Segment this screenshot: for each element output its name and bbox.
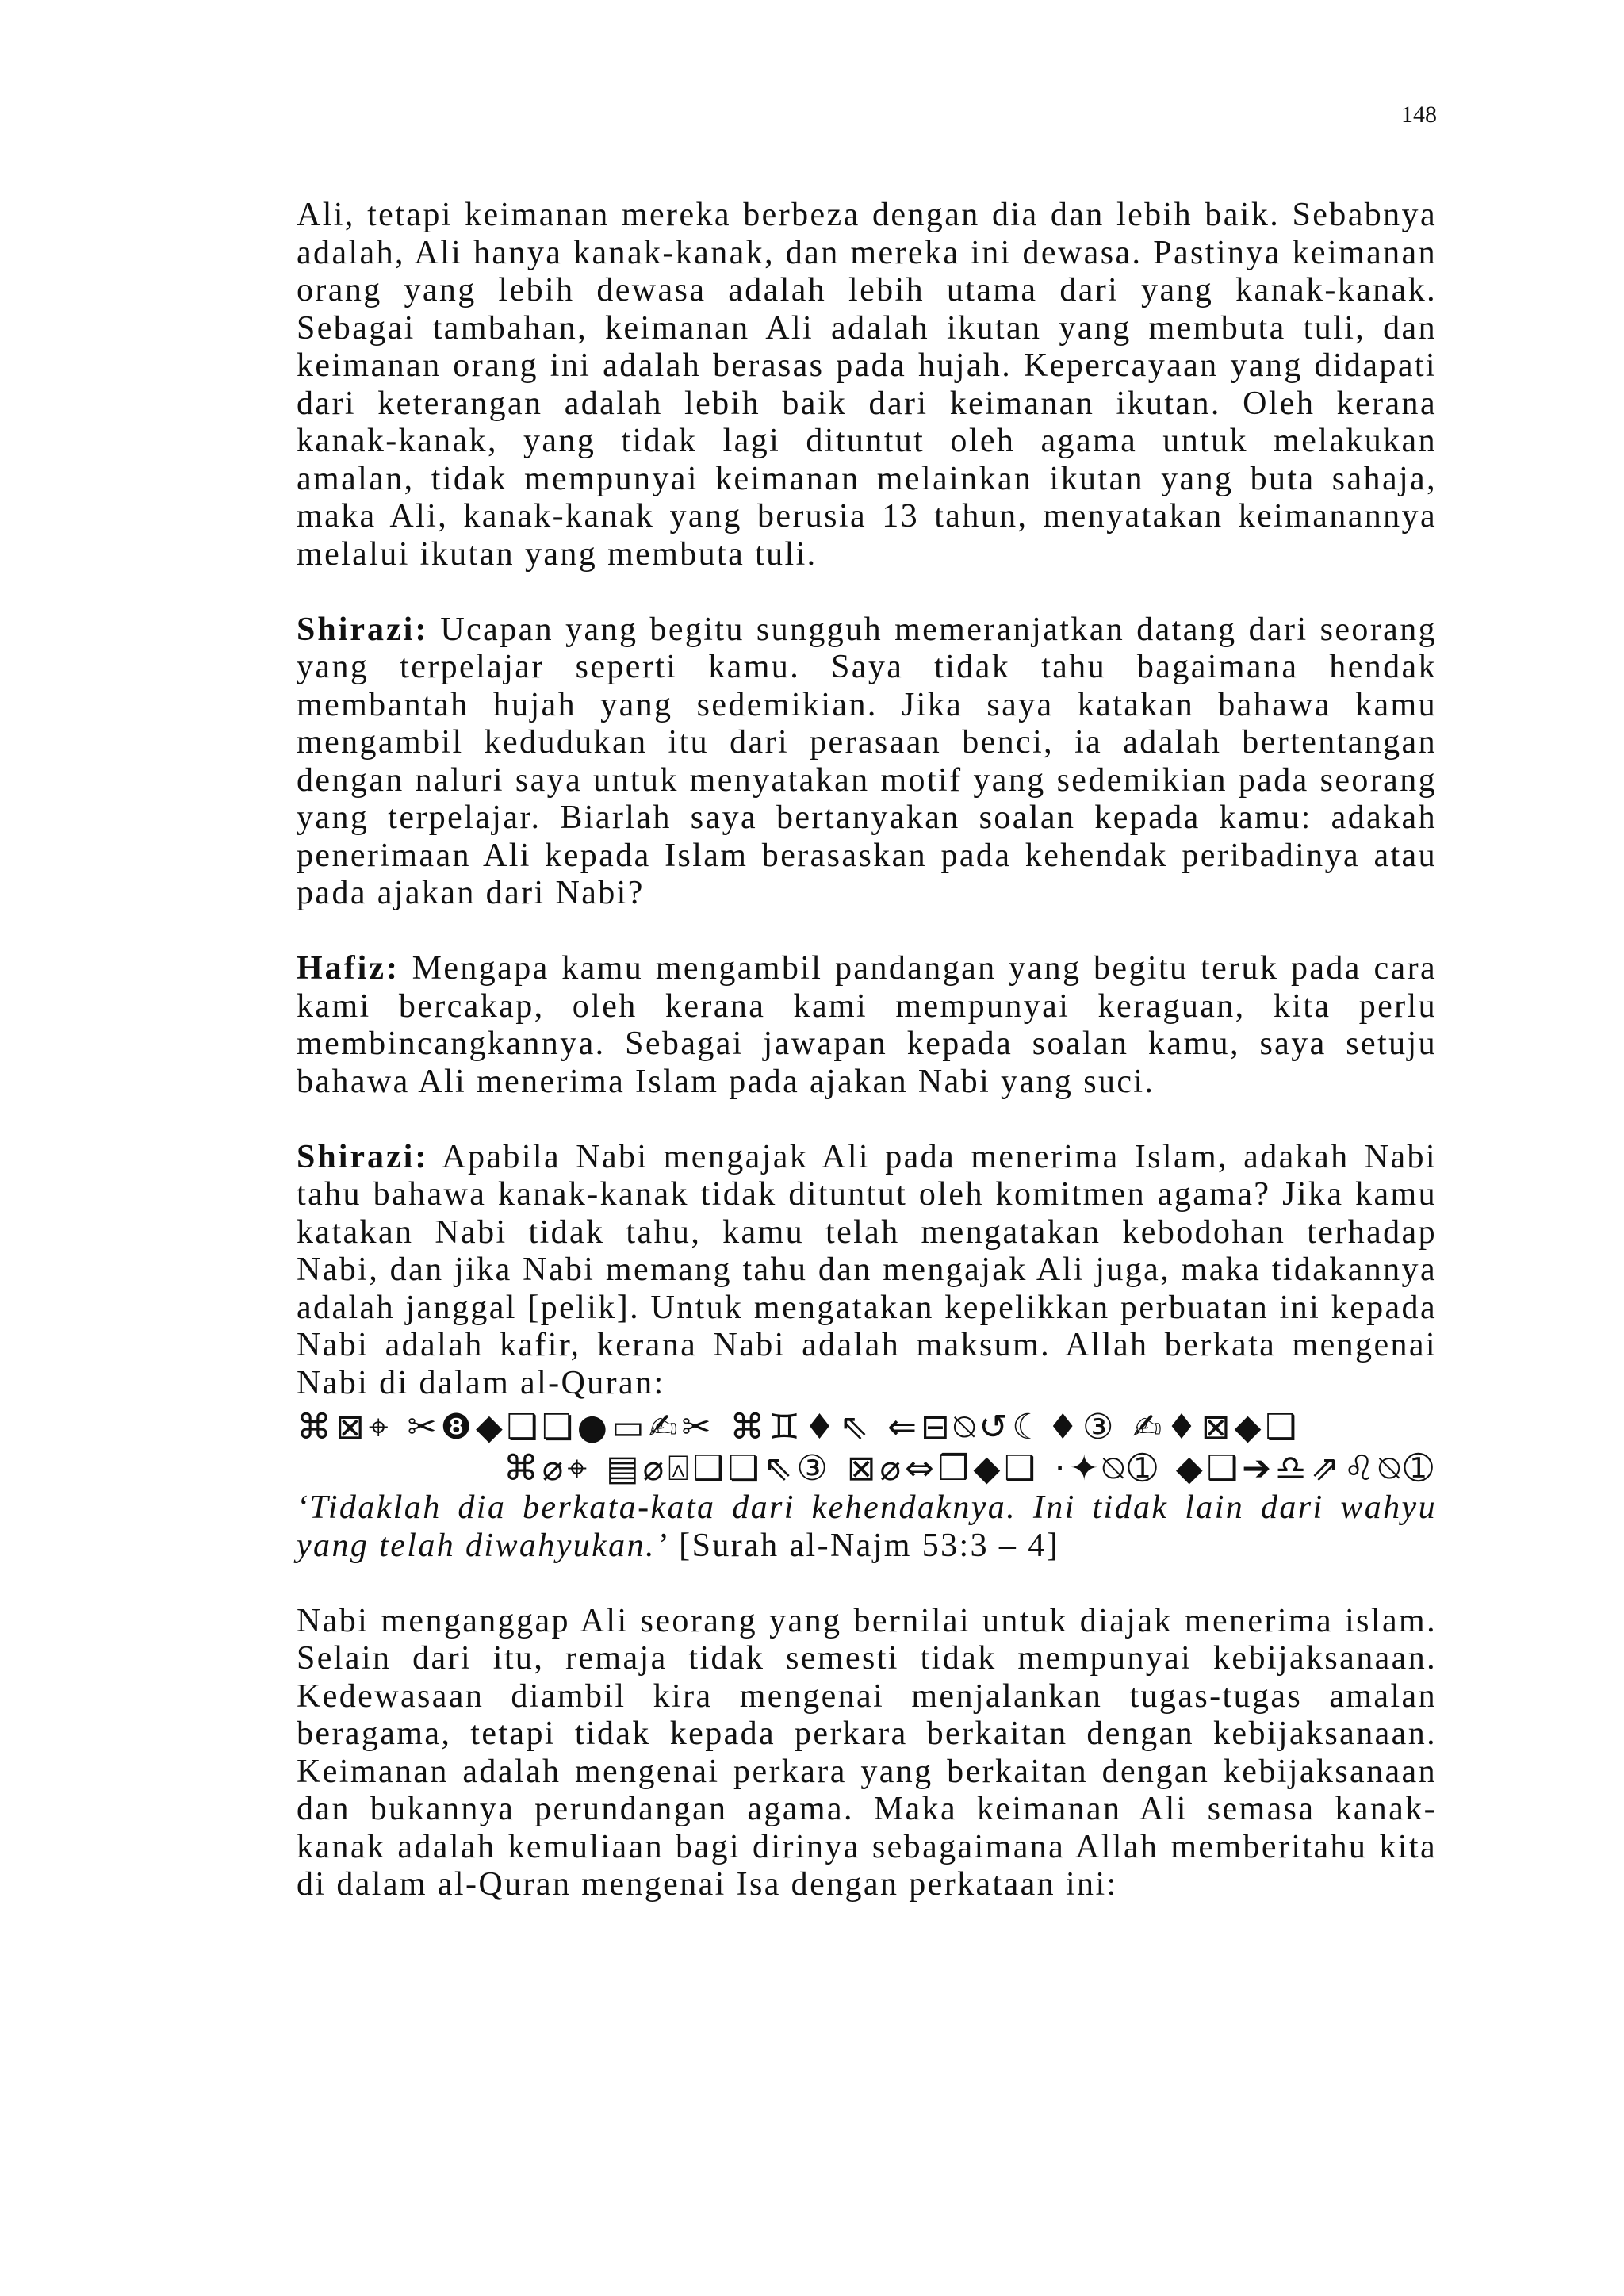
quran-verse-glyphs: [297, 1407, 1437, 1489]
paragraph-2: [297, 611, 1437, 913]
verse-reference: [Surah al-Najm 53:3 – 4]: [668, 1527, 1060, 1564]
paragraph-gap: [297, 913, 1437, 951]
paragraph-gap: [297, 1101, 1437, 1139]
paragraph-3-text: Mengapa kamu mengambil pandangan yang begitu teruk pada cara kami bercakap, oleh kerana kami mempunyai keraguan, kita perlu membincangkannya. Sebagai jawapan kepada soalan kamu, saya setuju bahawa Ali menerima Islam pada ajakan Nabi yang suci.: [297, 950, 1437, 1100]
speaker-label: Shirazi:: [297, 611, 429, 648]
paragraph-2-text: Ucapan yang begitu sungguh memeranjatkan datang dari seorang yang terpelajar seperti kamu. Saya tidak tahu bagaimana hendak membantah hujah yang sedemikian. Jika saya katakan bahawa kamu mengambil kedudukan itu dari perasaan benci, ia adalah bertentangan dengan naluri saya untuk menyatakan motif yang sedemikian pada seorang yang terpelajar. Biarlah saya bertanyakan soalan kepada kamu: adakah penerimaan Ali kepada Islam berasaskan pada kehendak peribadinya atau pada ajakan dari Nabi?: [297, 611, 1437, 911]
speaker-label: Shirazi:: [297, 1138, 429, 1175]
paragraph-3: [297, 950, 1437, 1101]
page-body: [297, 197, 1437, 1904]
paragraph-5: Nabi menganggap Ali seorang yang bernilai untuk diajak menerima islam. Selain dari itu, remaja tidak semesti tidak mempunyai kebijaksanaan. Kedewasaan diambil kira mengenai menjalankan tugas-tugas amalan beragama, tetapi tidak kepada perkara berkaitan dengan kebijaksanaan. Keimanan adalah mengenai perkara yang berkaitan dengan kebijaksanaan dan bukannya perundangan agama. Maka keimanan Ali semasa kanak-kanak adalah kemuliaan bagi dirinya sebagaimana Allah memberitahu kita di dalam al-Quran mengenai Isa dengan perkataan ini:: [297, 1602, 1437, 1903]
paragraph-gap: [297, 573, 1437, 611]
paragraph-4-text: Apabila Nabi mengajak Ali pada menerima Islam, adakah Nabi tahu bahawa kanak-kanak tidak dituntut oleh komitmen agama? Jika kamu katakan Nabi tidak tahu, kamu telah mengatakan kebodohan terhadap Nabi, dan jika Nabi memang tahu dan mengajak Ali juga, maka tidakannya adalah janggal [pelik]. Untuk mengatakan kepelikkan perbuatan ini kepada Nabi adalah kafir, kerana Nabi adalah maksum. Allah berkata mengenai Nabi di dalam al-Quran:: [297, 1138, 1437, 1401]
speaker-label: Hafiz:: [297, 950, 400, 987]
quran-glyph-line-1: ⌘⊠⌖ ✂❽◆❑❏●▭✍✂ ⌘♊♦⇖ ⇐⊟⍉↺☾♦③ ✍♦⊠◆❑: [297, 1407, 1300, 1447]
paragraph-gap: [297, 1565, 1437, 1603]
quran-glyph-line-2: ⌘⌀⌖ ▤⌀⍓❑❏⇖③ ⊠⌀⇔❒◆❑ ⋅✦⍉➀ ◆❑➔♎⇗♌⍉➀: [503, 1448, 1437, 1489]
verse-translation-text: ‘Tidaklah dia berkata-kata dari kehendaknya. Ini tidak lain dari wahyu yang telah diwahyukan.’: [297, 1489, 1437, 1564]
paragraph-4: [297, 1139, 1437, 1403]
verse-translation: [297, 1489, 1437, 1565]
page-number: 148: [1401, 102, 1437, 128]
paragraph-1: [297, 197, 1437, 573]
paragraph-1-text: Ali, tetapi keimanan mereka berbeza dengan dia dan lebih baik. Sebabnya adalah, Ali hanya kanak-kanak, dan mereka ini dewasa. Pastinya keimanan orang yang lebih dewasa adalah lebih utama dari yang kanak-kanak. Sebagai tambahan, keimanan Ali adalah ikutan yang membuta tuli, dan keimanan orang ini adalah berasas pada hujah. Kepercayaan yang didapati dari keterangan adalah lebih baik dari keimanan ikutan. Oleh kerana kanak-kanak, yang tidak lagi dituntut oleh agama untuk melakukan amalan, tidak mempunyai keimanan melainkan ikutan yang buta sahaja, maka Ali, kanak-kanak yang berusia 13 tahun, menyatakan keimanannya melalui ikutan yang membuta tuli.: [297, 197, 1437, 573]
